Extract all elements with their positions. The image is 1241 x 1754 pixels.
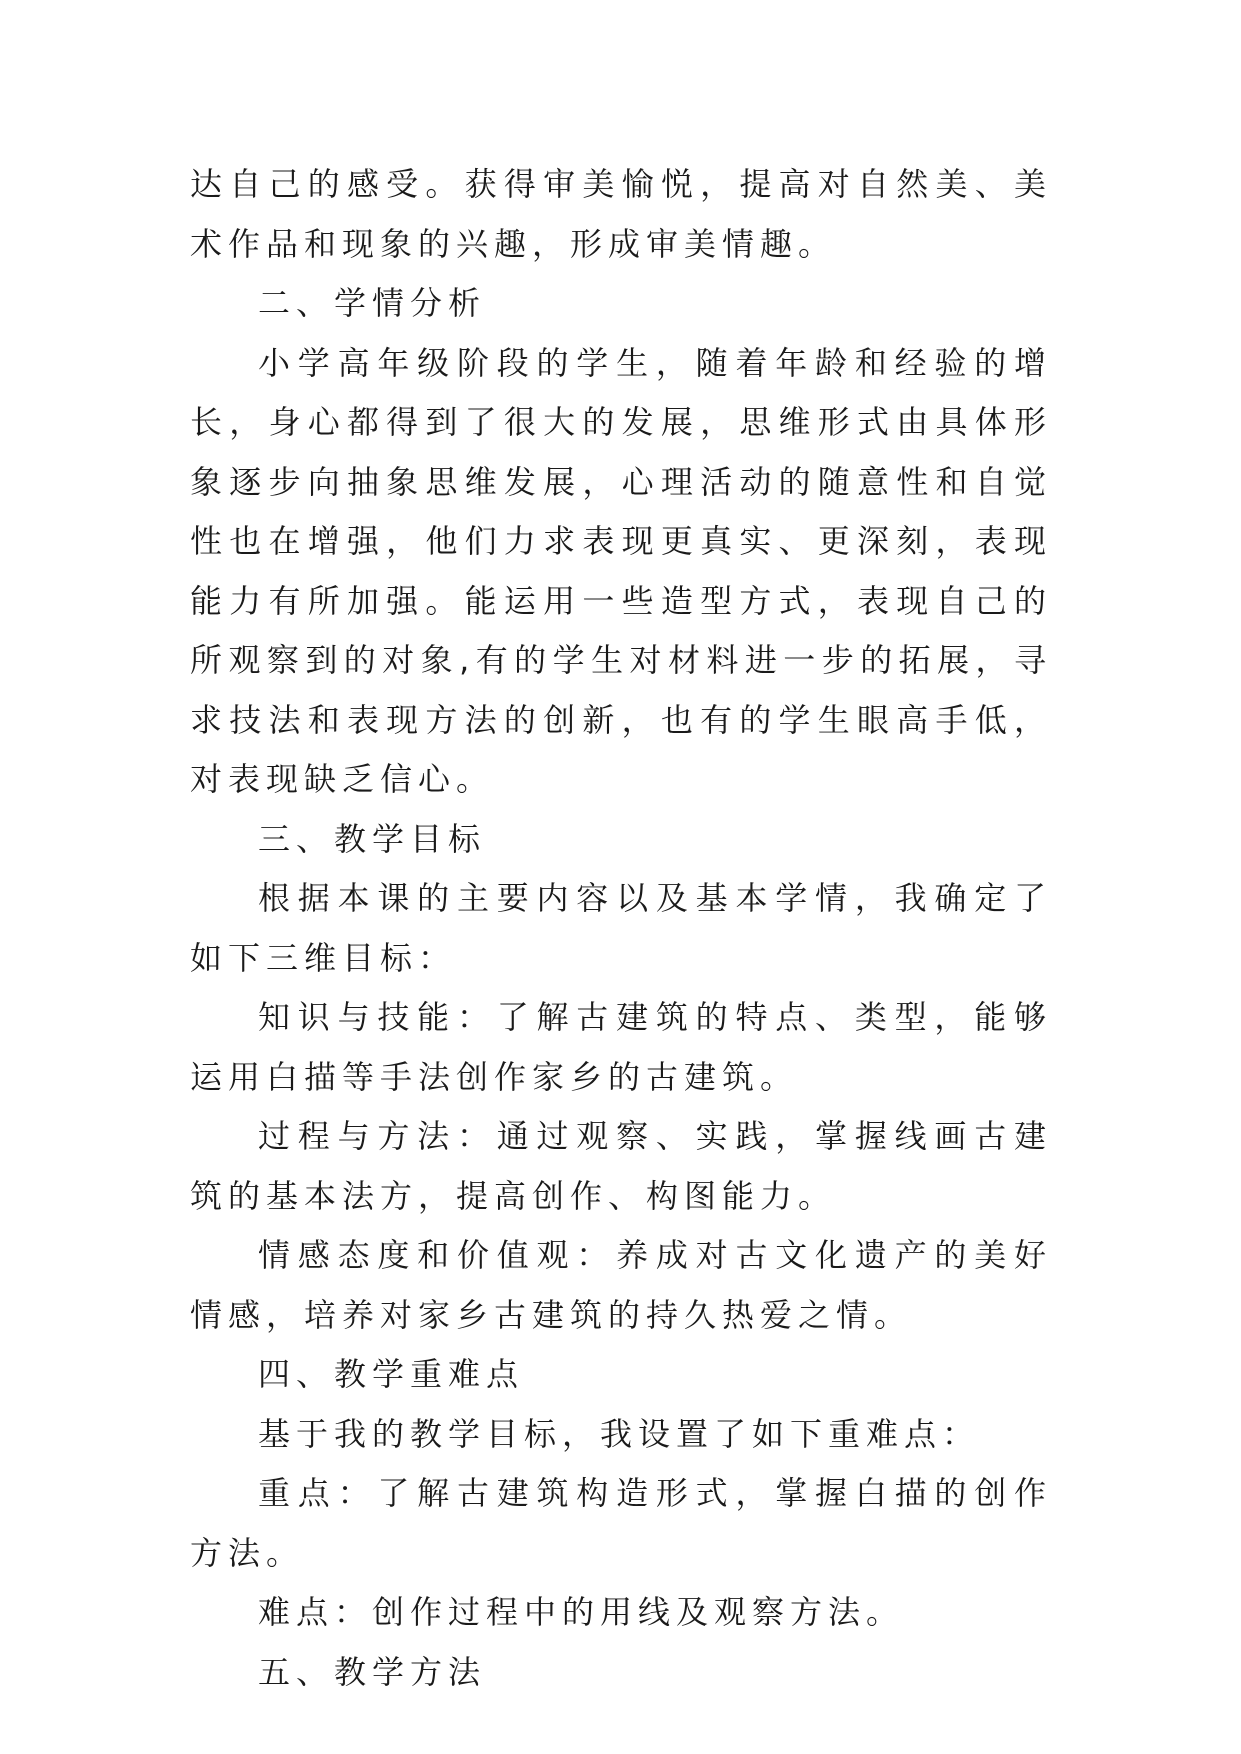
paragraph-difficult-point: 难点：创作过程中的用线及观察方法。 [258, 1593, 905, 1631]
paragraph-learner-analysis: 小学高年级阶段的学生，随着年龄和经验的增长，身心都得到了很大的发展，思维形式由具体形象逐步向抽象思维发展，心理活动的随意性和自觉性也在增强，他们力求表现更真实、更深刻，表现能力有所加强。能运用一些造型方式，表现自己的所观察到的对象,有的学生对材料进一步的拓展，寻求技法和表现方法的创新，也有的学生眼高手低，对表现缺乏信心。 [190, 343, 1052, 798]
heading-teaching-methods: 五、教学方法 [258, 1652, 487, 1691]
paragraph-goal-emotion: 情感态度和价值观：养成对古文化遗产的美好情感，培养对家乡古建筑的持久热爱之情。 [190, 1236, 1052, 1334]
document-body [190, 155, 1052, 1702]
paragraph-intro-tail: 达自己的感受。获得审美愉悦，提高对自然美、美术作品和现象的兴趣，形成审美情趣。 [190, 165, 1052, 263]
heading-teaching-goals: 三、教学目标 [258, 819, 487, 858]
paragraph-key-point: 重点：了解古建筑构造形式，掌握白描的创作方法。 [190, 1474, 1052, 1572]
paragraph-key-intro: 基于我的教学目标，我设置了如下重难点： [258, 1414, 981, 1453]
heading-learner-analysis: 二、学情分析 [258, 284, 487, 322]
paragraph-goals-intro: 根据本课的主要内容以及基本学情，我确定了如下三维目标： [190, 879, 1052, 977]
paragraph-goal-process: 过程与方法：通过观察、实践，掌握线画古建筑的基本法方，提高创作、构图能力。 [190, 1117, 1052, 1215]
paragraph-goal-knowledge: 知识与技能：了解古建筑的特点、类型，能够运用白描等手法创作家乡的古建筑。 [190, 998, 1052, 1096]
heading-key-points: 四、教学重难点 [258, 1355, 525, 1393]
